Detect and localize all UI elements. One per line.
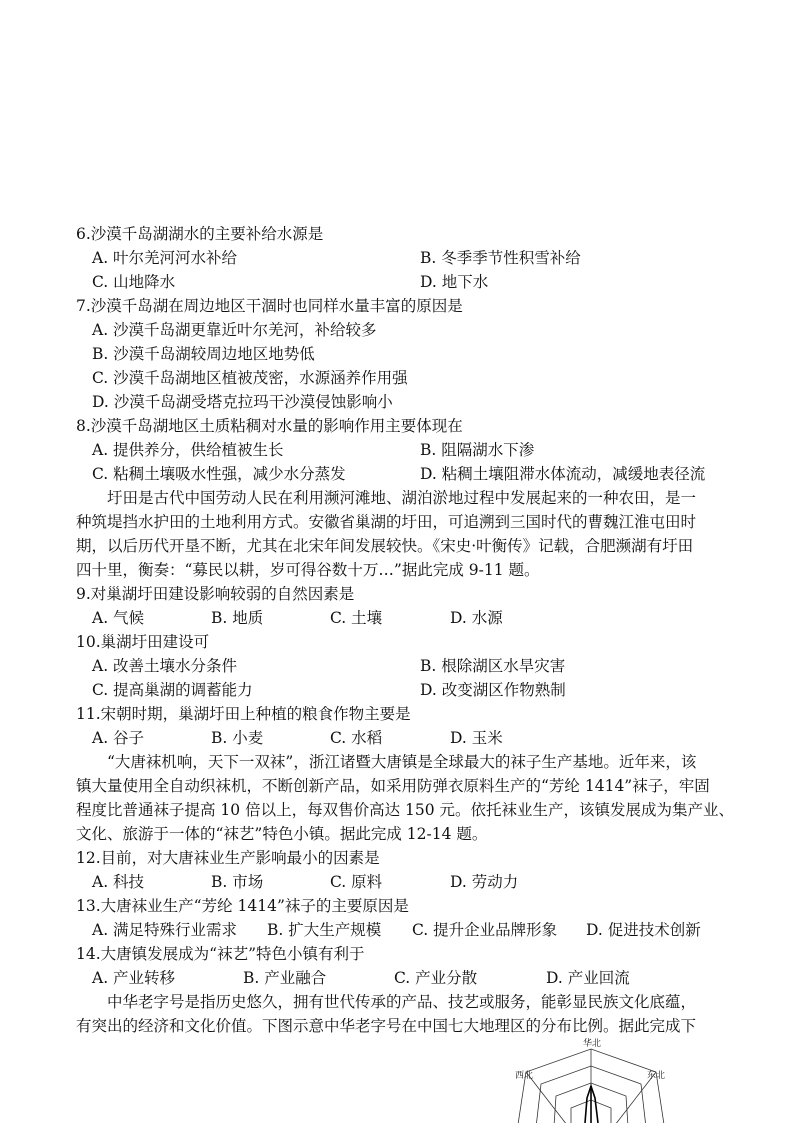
radar-label-northeast: 东北 — [647, 1071, 666, 1081]
passage3-line: 中华老字号是指历史悠久，拥有世代传承的产品、技艺或服务，能彰显民族文化底蕴， — [107, 993, 697, 1011]
q10-option-a[interactable]: A. 改善土壤水分条件 — [92, 657, 238, 675]
q10-option-c[interactable]: C. 提高巢湖的调蓄能力 — [92, 681, 253, 699]
q7-option-c[interactable]: C. 沙漠千岛湖地区植被茂密，水源涵养作用强 — [92, 369, 408, 387]
q13-option-b[interactable]: B. 扩大生产规模 — [267, 921, 382, 939]
q9-option-c[interactable]: C. 土壤 — [330, 609, 383, 627]
laozihao-radar-chart — [505, 1036, 705, 1123]
passage2-line: 文化、旅游于一体的“袜艺”特色小镇。据此完成 12-14 题。 — [76, 825, 488, 843]
q14-option-d[interactable]: D. 产业回流 — [546, 969, 630, 987]
q7-option-a[interactable]: A. 沙漠千岛湖更靠近叶尔羌河，补给较多 — [92, 321, 377, 339]
q11-option-d[interactable]: D. 玉米 — [450, 729, 503, 747]
passage1-line: 种筑堤挡水护田的土地利用方式。安徽省巢湖的圩田，可追溯到三国时代的曹魏江淮屯田时 — [76, 513, 697, 531]
passage1-line: 期，以后历代开垦不断，尤其在北宋年间发展较快。《宋史·叶衡传》记载，合肥濒湖有圩田 — [76, 537, 694, 555]
q6-stem: 6.沙漠千岛湖湖水的主要补给水源是 — [76, 225, 324, 243]
passage3-line: 有突出的经济和文化价值。下图示意中华老字号在中国七大地理区的分布比例。据此完成下 — [76, 1017, 697, 1035]
q13-option-c[interactable]: C. 提升企业品牌形象 — [412, 921, 558, 939]
q13-option-d[interactable]: D. 促进技术创新 — [586, 921, 701, 939]
q8-option-b[interactable]: B. 阻隔湖水下渗 — [420, 441, 535, 459]
q6-option-d[interactable]: D. 地下水 — [420, 273, 489, 291]
q12-option-a[interactable]: A. 科技 — [92, 873, 145, 891]
q10-stem: 10.巢湖圩田建设可 — [76, 633, 210, 651]
q12-option-c[interactable]: C. 原料 — [330, 873, 383, 891]
passage1-line: 四十里，衡奏：“募民以耕，岁可得谷数十万…”据此完成 9-11 题。 — [76, 561, 540, 579]
q9-option-a[interactable]: A. 气候 — [92, 609, 145, 627]
q10-option-b[interactable]: B. 根除湖区水旱灾害 — [420, 657, 566, 675]
passage1-line: 圩田是古代中国劳动人民在利用濒河滩地、湖泊淤地过程中发展起来的一种农田，是一 — [107, 489, 697, 507]
q13-stem: 13.大唐袜业生产“芳纶 1414”袜子的主要原因是 — [76, 897, 409, 915]
q8-option-a[interactable]: A. 提供养分，供给植被生长 — [92, 441, 284, 459]
q7-option-b[interactable]: B. 沙漠千岛湖较周边地区地势低 — [92, 345, 315, 363]
q12-option-b[interactable]: B. 市场 — [211, 873, 264, 891]
q11-stem: 11.宋朝时期，巢湖圩田上种植的粮食作物主要是 — [76, 705, 411, 723]
passage2-line: “大唐袜机响，天下一双袜”，浙江诸暨大唐镇是全球最大的袜子生产基地。近年来，该 — [107, 753, 697, 771]
q6-option-a[interactable]: A. 叶尔羌河河水补给 — [92, 249, 238, 267]
q7-option-d[interactable]: D. 沙漠千岛湖受塔克拉玛干沙漠侵蚀影响小 — [92, 393, 393, 411]
q9-option-b[interactable]: B. 地质 — [211, 609, 264, 627]
q13-option-a[interactable]: A. 满足特殊行业需求 — [92, 921, 238, 939]
q14-option-b[interactable]: B. 产业融合 — [243, 969, 327, 987]
q9-stem: 9.对巢湖圩田建设影响较弱的自然因素是 — [76, 585, 355, 603]
q10-option-d[interactable]: D. 改变湖区作物熟制 — [420, 681, 566, 699]
q8-option-c[interactable]: C. 粘稠土壤吸水性强，减少水分蒸发 — [92, 465, 346, 483]
q12-option-d[interactable]: D. 劳动力 — [450, 873, 519, 891]
q7-stem: 7.沙漠千岛湖在周边地区干涸时也同样水量丰富的原因是 — [76, 297, 463, 315]
q11-option-b[interactable]: B. 小麦 — [211, 729, 264, 747]
q14-stem: 14.大唐镇发展成为“袜艺”特色小镇有利于 — [76, 945, 365, 963]
q11-option-c[interactable]: C. 水稻 — [330, 729, 383, 747]
q6-option-c[interactable]: C. 山地降水 — [92, 273, 176, 291]
q8-option-d[interactable]: D. 粘稠土壤阻滞水体流动，减缓地表径流 — [420, 465, 706, 483]
radar-axis — [526, 1072, 591, 1123]
q14-option-c[interactable]: C. 产业分散 — [394, 969, 478, 987]
passage2-line: 镇大量使用全自动织袜机，不断创新产品，如采用防弹衣原料生产的“芳纶 1414”袜子，牢固 — [76, 777, 710, 795]
q6-option-b[interactable]: B. 冬季季节性积雪补给 — [420, 249, 581, 267]
q11-option-a[interactable]: A. 谷子 — [92, 729, 145, 747]
radar-label-northwest: 西北 — [515, 1071, 534, 1081]
passage2-line: 程度比普通袜子提高 10 倍以上，每双售价高达 150 元。依托袜业生产，该镇发展成为集产业、 — [76, 801, 735, 819]
q14-option-a[interactable]: A. 产业转移 — [92, 969, 176, 987]
q8-stem: 8.沙漠千岛湖地区土质粘稠对水量的影响作用主要体现在 — [76, 417, 463, 435]
q12-stem: 12.目前，对大唐袜业生产影响最小的因素是 — [76, 849, 380, 867]
radar-label-north: 华北 — [583, 1039, 602, 1049]
q9-option-d[interactable]: D. 水源 — [450, 609, 503, 627]
